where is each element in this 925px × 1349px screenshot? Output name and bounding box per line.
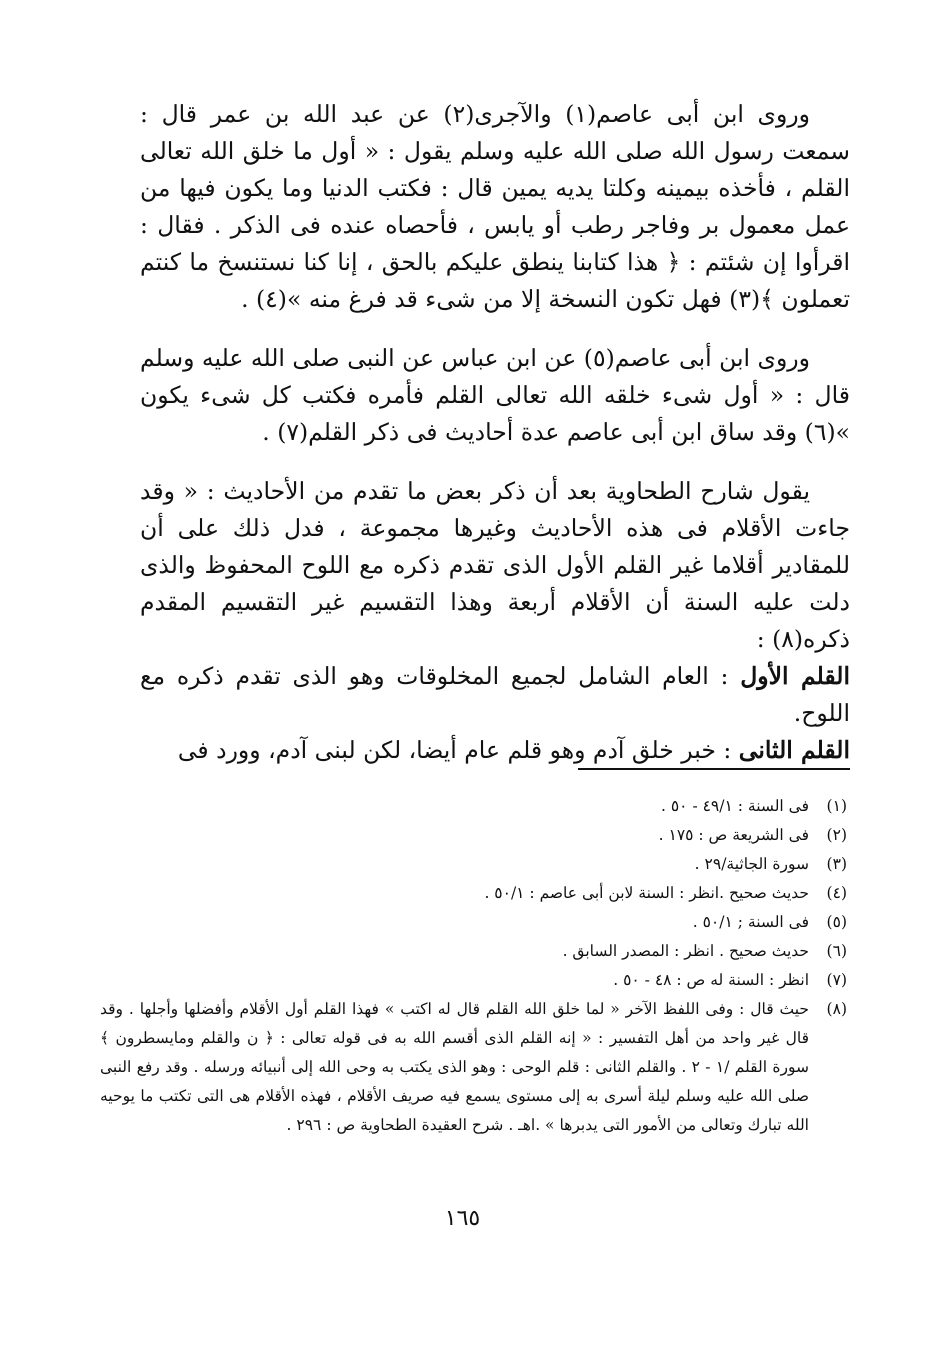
footnote-text: حديث صحيح .انظر : السنة لابن أبى عاصم : ٥٠/١ . (484, 884, 809, 902)
paragraph-3: يقول شارح الطحاوية بعد أن ذكر بعض ما تقدم من الأحاديث : « وقد جاءت الأقلام فى هذه الأحاديث وغيرها مجموعة ، فدل ذلك على أن للمقادير أقلاما غير القلم الأول الذى تقدم ذكره مع اللوح المحفوظ والذى دلت عليه السنة أن الأقلام أربعة وهذا التقسيم غير التقسيم المقدم ذكره(٨) : (140, 477, 851, 653)
pen-second-line (140, 732, 850, 769)
footnote-text: حديث صحيح . انظر : المصدر السابق . (562, 942, 809, 960)
footnote-item (100, 937, 847, 966)
footnote-item (100, 908, 847, 937)
footnote-item (100, 995, 847, 1140)
paragraph-1: وروى ابن أبى عاصم(١) والآجرى(٢) عن عبد الله بن عمر قال : سمعت رسول الله صلى الله عليه وسلم يقول : « أول ما خلق الله تعالى القلم ، فأخذه بيمينه وكلتا يديه يمين قال : فكتب الدنيا وما يكون فيها من عمل معمول بر وفاجر رطب أو يابس ، فأحصاه عنده فى الذكر . فقال : اقرأوا إن شئتم : ﴿ هذا كتابنا ينطق عليكم بالحق ، إنا كنا نستنسخ ما كنتم تعملون ﴾(٣) فهل تكون النسخة إلا من شىء قد فرغ منه »(٤) . (140, 100, 850, 313)
footnote-number: (٧) (826, 971, 847, 989)
footnote-text: حيث قال : وفى اللفظ الآخر « لما خلق الله القلم قال له اكتب » فهذا القلم أول الأقلام وأفضلها وأجلها . وقد قال غير واحد من أهل التفسير : « إنه القلم الذى أقسم الله به فى قوله تعالى : ﴿ ن والقلم ومايسطرون ﴾ سورة القلم /١ - ٢ . والقلم الثانى : قلم الوحى : وهو الذى يكتب به وحى الله إلى أنبيائه ورسله . وقد رفع النبى صلى الله عليه وسلم ليلة أسرى به إلى مستوى يسمع فيه صريف الأقلام ، فهذه الأقلام هى التى تكتب ما يوحيه الله تبارك وتعالى من الأمور التى يدبرها » .اهـ . شرح العقيدة الطحاوية ص : ٢٩٦ . (100, 1000, 809, 1134)
footnotes (100, 792, 847, 1140)
footnote-text: سورة الجاثية/٢٩ . (694, 855, 809, 873)
footnote-divider (578, 768, 850, 770)
pen-first-title: القلم الأول (740, 662, 850, 690)
footnote-item (100, 850, 847, 879)
footnote-number: (٥) (826, 913, 847, 931)
footnote-item (100, 821, 847, 850)
paragraph-2: وروى ابن أبى عاصم(٥) عن ابن عباس عن النبى صلى الله عليه وسلم قال : « أول شىء خلقه الله تعالى القلم فأمره فكتب كل شىء يكون »(٦) وقد ساق ابن أبى عاصم عدة أحاديث فى ذكر القلم(٧) . (140, 344, 850, 446)
footnote-text: فى السنة : ٤٩/١ - ٥٠ . (661, 797, 809, 815)
footnote-number: (٢) (826, 826, 847, 844)
footnote-text: انظر : السنة له ص : ٤٨ - ٥٠ . (613, 971, 809, 989)
footnote-item (100, 792, 847, 821)
pen-first-text: : العام الشامل لجميع المخلوقات وهو الذى تقدم ذكره مع اللوح. (140, 662, 850, 727)
main-text (140, 96, 850, 769)
page-number: ١٦٥ (444, 1206, 481, 1231)
footnote-number: (٤) (826, 884, 847, 902)
footnote-text: فى السنة ; ٥٠/١ . (692, 913, 809, 931)
pen-first-line (140, 658, 850, 732)
footnote-number: (٦) (826, 942, 847, 960)
footnote-number: (١) (826, 797, 847, 815)
footnote-number: (٨) (826, 1000, 847, 1018)
footnote-number: (٣) (826, 855, 847, 873)
pen-second-text: : خبر خلق آدم وهو قلم عام أيضا، لكن لبنى آدم، وورد فى (177, 736, 739, 764)
footnote-item (100, 879, 847, 908)
footnote-text: فى الشريعة ص : ١٧٥ . (658, 826, 809, 844)
footnote-item (100, 966, 847, 995)
pen-second-title: القلم الثانى (738, 736, 850, 764)
